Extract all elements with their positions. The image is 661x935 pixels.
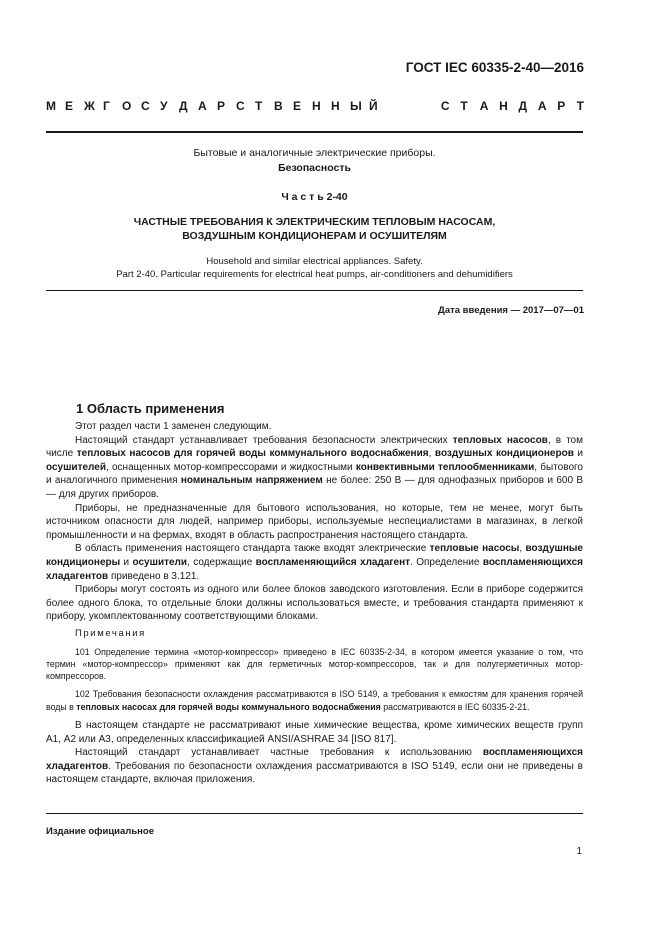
bold-term: воздушных кондиционеров <box>434 448 574 460</box>
part-label: Ч а с т ь 2-40 <box>281 191 348 203</box>
bold-term: тепловых насосах для горячей воды коммунального водоснабжения <box>76 701 381 712</box>
bold-term: воспламеняющийся хладагент <box>255 556 411 568</box>
bold-term: осушителей <box>46 461 106 473</box>
heading-letter: Д <box>518 99 528 113</box>
section-body <box>46 420 583 787</box>
notes-label: Примечания <box>75 627 146 639</box>
paragraph <box>46 746 583 787</box>
main-title-line-1: ЧАСТНЫЕ ТРЕБОВАНИЯ К ЭЛЕКТРИЧЕСКИМ ТЕПЛОВЫМ НАСОСАМ, <box>133 216 496 228</box>
text-run: и <box>573 448 583 460</box>
note <box>46 688 583 713</box>
official-edition-label: Издание официальное <box>46 826 154 837</box>
heading-letter: Т <box>576 99 584 113</box>
footer-divider <box>46 813 583 814</box>
english-title-line-2: Part 2-40. Particular requirements for electrical heat pumps, air-conditioners and dehumidifiers <box>116 269 513 280</box>
heading-letter: В <box>274 99 283 113</box>
paragraph <box>46 542 583 583</box>
bold-term: номинальным напряжением <box>180 475 323 487</box>
bold-term: воспламеняющихся хладагентов <box>46 747 583 772</box>
text-run: и <box>120 556 133 568</box>
introduction-date: Дата введения — 2017—07—01 <box>438 305 584 316</box>
heading-letter: А <box>198 99 207 113</box>
bold-term: воздушные кондиционеры <box>46 543 583 568</box>
text-run: , оснащенных мотор-компрессорами и жидкостными <box>105 461 356 473</box>
text-run: рассматриваются в IEC 60335-2-21. <box>380 701 530 712</box>
bold-term: воспламеняющихся хладагентов <box>46 556 583 582</box>
note: 101 Определение термина «мотор-компрессор» приведено в IEC 60335-2-34, в котором имеется указание о том, что термин «мотор-компрессор» применяют как для герметичных мотор-компрессоров, так и для полугерметичных мотор-компрессоров. <box>46 646 583 682</box>
section-title: 1 Область применения <box>76 401 225 416</box>
bold-term: конвективными теплообменниками <box>355 461 535 473</box>
paragraph: В настоящем стандарте не рассматривают иные химические вещества, кроме химических веществ групп А1, А2 или А3, определенных классификацией ANSI/ASHRAE 34 [ISO 817]. <box>46 719 583 745</box>
heading-letter: О <box>122 99 132 113</box>
heading-letter: С <box>236 99 245 113</box>
bold-term: тепловые насосы <box>429 543 520 555</box>
heading-letter: Ы <box>350 99 362 113</box>
document-code: ГОСТ IEC 60335-2-40—2016 <box>405 60 584 75</box>
heading-letter: Т <box>460 99 468 113</box>
heading-letter: С <box>440 99 450 113</box>
heading-letter: Д <box>179 99 188 113</box>
heading-letter: Е <box>293 99 302 113</box>
title-line-2: Безопасность <box>278 162 351 174</box>
text-run: , бытового и аналогичного применения <box>46 461 583 487</box>
heading-letter: С <box>141 99 150 113</box>
heading-letter: Н <box>331 99 340 113</box>
paragraph: Приборы могут состоять из одного или более блоков заводского изготовления. Если в приборе содержится более одного блока, то отдельные блоки должны использоваться вместе, и требования стандарта применяют к прибору, укомплектованному соответствующими блоками. <box>46 584 583 623</box>
heading-letter: Н <box>499 99 508 113</box>
interstate-word <box>46 99 378 113</box>
heading-letter: Р <box>557 99 566 113</box>
bold-term: осушители <box>132 556 188 568</box>
heading-letter: А <box>537 99 547 113</box>
heading-letter: У <box>160 99 168 113</box>
text-run: 102 Требования безопасности охлаждения рассматриваются в ISO 5149, а требования к емкостям для хранения горячей воды в <box>46 689 583 712</box>
text-run: , <box>519 543 526 555</box>
page-number: 1 <box>576 846 582 857</box>
text-run: , <box>428 448 435 460</box>
text-run: , в том числе <box>46 434 583 460</box>
text-run: , содержащие <box>187 556 256 568</box>
english-title-line-1: Household and similar electrical appliances. Safety. <box>206 256 423 267</box>
standard-word <box>441 99 584 113</box>
heading-letter: М <box>46 99 56 113</box>
text-run: В область применения настоящего стандарта также входят электрические <box>75 543 430 555</box>
text-run: . Требования по безопасности охлаждения рассматриваются в ISO 5149, если они не приведены в настоящем стандарте, включая приложения. <box>46 760 583 786</box>
heading-letter: Г <box>103 99 110 113</box>
text-run: Настоящий стандарт устанавливает частные требования к использованию <box>75 747 483 759</box>
heading-letter: Й <box>369 99 378 113</box>
paragraph: Этот раздел части 1 заменен следующим. <box>75 421 272 432</box>
bold-term: тепловых насосов <box>452 434 548 446</box>
interstate-standard-heading <box>46 99 584 113</box>
heading-letter: Р <box>217 99 226 113</box>
text-run: приведено в 3.121. <box>108 570 200 582</box>
heading-letter: Н <box>312 99 321 113</box>
heading-letter: Т <box>255 99 263 113</box>
bold-term: тепловых насосов для горячей воды коммунального водоснабжения <box>76 448 429 460</box>
paragraph <box>46 434 583 502</box>
heading-letter: Ж <box>84 99 95 113</box>
text-run: Настоящий стандарт устанавливает требования безопасности электрических <box>75 434 453 446</box>
text-run: не более: 250 В — для однофазных приборов и 600 В — для других приборов. <box>46 475 584 500</box>
heading-letter: А <box>479 99 489 113</box>
text-run: . Определение <box>410 556 483 568</box>
top-divider <box>46 131 583 133</box>
title-divider <box>46 290 583 291</box>
paragraph: Приборы, не предназначенные для бытового использования, но которые, тем не менее, могут быть источником опасности для людей, например приборы, используемые неспециалистами в магазинах, в легкой промышленности и на фермах, входят в область распространения настоящего стандарта. <box>46 502 583 541</box>
main-title-line-2: ВОЗДУШНЫМ КОНДИЦИОНЕРАМ И ОСУШИТЕЛЯМ <box>182 230 447 242</box>
heading-letter: Е <box>65 99 74 113</box>
title-line-1: Бытовые и аналогичные электрические приборы. <box>193 147 436 159</box>
